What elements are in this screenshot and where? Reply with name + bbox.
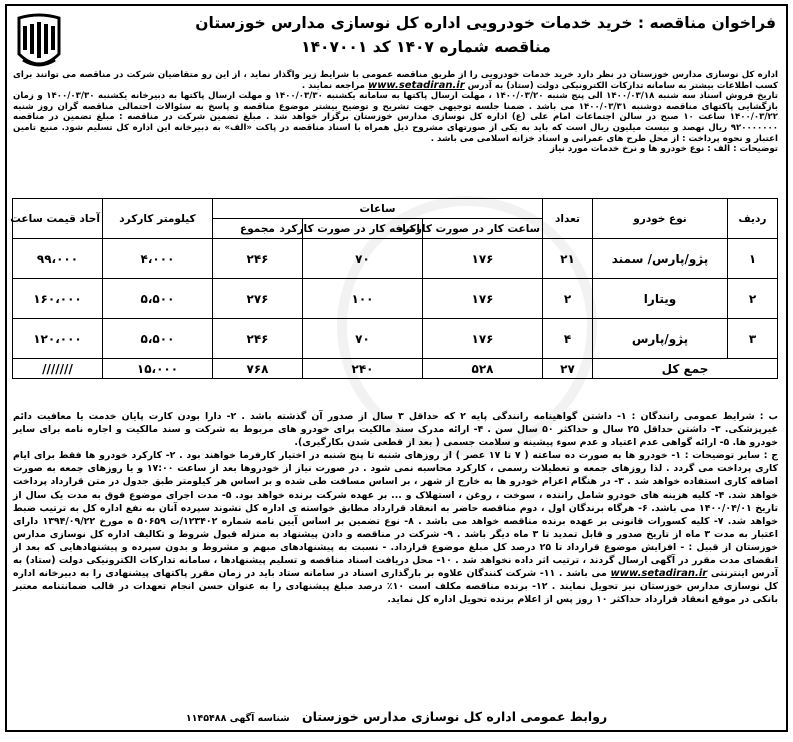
intro-text-a: اداره کل نوسازی مدارس خوزستان در نظر دارد خرید خدمات خودرویی را از طریق مناقصه عمومی با شرایط زیر واگذار نماید ، از این رو متقاضیان شرکت در مناقصه می توانند برای کسب اطلاعات بیشتر به سامانه تدارکات الکترونیکی دولت (ستاد) به آدرس — [13, 70, 778, 91]
cell-price: ۱۶۰،۰۰۰ — [12, 279, 102, 319]
header-hours-total: مجموع — [212, 219, 302, 239]
intro-text — [13, 70, 778, 155]
other-notes-a: ج : سایر توضیحات : ۱- خودرو ها به صورت ده ساعته ( ۷ تا ۱۷ عصر ) از روزهای شنبه تا پنج شنبه در اختیار کارفرما خواهند بود . ۲- کارکرد خودرو ها فقط برای ایام کاری پرداخت می گردد . لذا روزهای جمعه و تعطیلات رسمی ، کارکرد محاسبه نمی شود . در صورت نیاز از خودروها بعد از ساعت ۱۷:۰۰ و یا روزهای جمعه به صورت اضافه کاری استفاده خواهد شد . ۳- در هنگام اعزام خودرو ها به خارج از شهر ، بر اساس مسافت طی شده و بر اساس هر کیلومتر طبق جدول در متن قرارداد پرداخت خواهد شد. ۴- کلیه هزینه های خودرو شامل راننده ، سوخت ، روغن ، استهلاک و ... بر عهده شرکت برنده خواهد بود. ۵- مدت اجرای موضوع فوق به مدت یک سال از تاریخ ۱۴۰۰/۰۴/۰۱ می باشد. ۶- هرگاه برندگان اول ، دوم مناقصه حاضر به انعقاد قرارداد مطابق خواسته ی اداره کل نشوند سپرده آنان به نفع اداره کل به ترتیب ضبط خواهد شد. ۷- کلیه کسورات قانونی بر عهده برنده مناقصه خواهد می باشد . ۸- نوع تضمین بر اساس آیین نامه شماره ۱۲۳۴۰۲/ت ۵۰۶۵۹ ه مورخ ۱۳۹۴/۰۹/۲۲ دارای اعتبار به مدت ۳ ماه از تاریخ صدور و قابل تمدید تا ۳ ماه دیگر باشد . ۹- شرکت در مناقصه و دادن پیشنهاد به منزله قبول شروط و تکالیف اداره کل نوسازی مدارس خوزستان از قبیل : - افزایش موضوع قرارداد تا ۲۵ درصد کل مبلغ موضوع قرارداد. - نسبت به پیشنهادهای مبهم و مشروط و بدون سپرده و پیشنهادهایی که بعد از انقضای مدت مقرر در آگهی ارسال گردند ، ترتیب اثر داده نخواهد شد . ۱۰- محل دریافت اسناد مناقصه و تسلیم پیشنهادها ، سامانه تدارکات الکترونیکی دولت (ستاد) به آدرس اینترنتی — [13, 450, 778, 580]
cell-km: ۵،۵۰۰ — [102, 319, 212, 359]
header-vehicle-type: نوع خودرو — [593, 199, 728, 239]
table-row — [12, 319, 777, 359]
other-notes — [13, 449, 778, 606]
table-row — [12, 279, 777, 319]
header-count: تعداد — [543, 199, 593, 239]
header-row: ردیف — [728, 199, 778, 239]
cell-total: ۲۴۶ — [212, 239, 302, 279]
header-hours-extra: اضافه کار در صورت کارکرد — [303, 219, 423, 239]
cell-km: ۵،۵۰۰ — [102, 279, 212, 319]
vehicle-table — [12, 198, 778, 379]
cell-row: ۲ — [728, 279, 778, 319]
ad-id: شناسه آگهی ۱۱۴۵۴۸۸ — [185, 713, 290, 724]
cell-extra: ۱۰۰ — [303, 279, 423, 319]
driver-conditions: ب : شرایط عمومی رانندگان : ۱- داشتن گواهینامه رانندگی پایه ۲ که حداقل ۳ سال از صدور آن گذشته باشد . ۲- دارا بودن کارت پایان خدمت یا معافیت دائم غیرپزشکی. ۳- داشتن حداقل ۲۵ سال و حداکثر ۵۰ سال سن . ۴- ارائه مدرک سند مالکیت برای خودرو های مربوط به شرکت و سند مالکیت و اجاره نامه برای سایر خودرو ها. ۵- ارائه گواهی عدم اعتیاد و عدم سوء پیشینه و سلامت جسمی ( بعد از قطعی شدن بکارگیری). — [13, 411, 778, 449]
notice-title: فراخوان مناقصه : خرید خدمات خودرویی اداره کل نوسازی مدارس خوزستان — [195, 14, 776, 32]
cell-work: ۱۷۶ — [423, 319, 543, 359]
header — [76, 12, 776, 58]
cell-count: ۲ — [543, 279, 593, 319]
intro-paragraph-1 — [13, 70, 778, 91]
setadiran-link[interactable]: www.setadiran.ir — [367, 79, 465, 91]
tender-number: مناقصه شماره ۱۴۰۷ کد ۱۴۰۷۰۰۱ — [301, 38, 551, 56]
cell-row: ۳ — [728, 319, 778, 359]
conditions-text — [13, 410, 778, 606]
cell-type: پژو/پارس — [593, 319, 728, 359]
organization-logo-icon — [15, 14, 63, 72]
total-extra: ۲۴۰ — [303, 359, 423, 379]
cell-price: ۱۲۰،۰۰۰ — [12, 319, 102, 359]
header-price: آحاد قیمت ساعت — [12, 199, 102, 239]
cell-extra: ۷۰ — [303, 239, 423, 279]
cell-type: ویتارا — [593, 279, 728, 319]
intro-paragraph-2: تاریخ فروش اسناد سه شنبه ۱۴۰۰/۰۳/۱۸ الی پنج شنبه ۱۴۰۰/۰۳/۲۰ ، مهلت ارسال پاکتها به سامانه یکشنبه ۱۴۰۰/۰۳/۳۰ و مهلت ارسال پاکتها به دبیرخانه یکشنبه ۱۴۰۰/۰۳/۳۰ و زمان بازگشایی پاکتهای مناقصه دوشنبه ۱۴۰۰/۰۳/۳۱ می باشد . ضمنا جلسه توجیهی جهت تشریح و توضیح بیشتر موضوع مناقصه و پاسخ به سئوالات احتمالی مناقصه گران روز شنبه ۱۴۰۰/۰۳/۲۲ ساعت ۱۰ صبح در سالن اجتماعات امام علی (ع) اداره کل نوسازی مدارس خوزستان برگزار خواهد شد . مبلغ تضمین شرکت در مناقصه : مبلغ تضمین در مناقصه ۹۲۰۰۰۰۰۰۰ ریال نهصد و بیست میلیون ریال است که باید به یکی از صورتهای مشروح ذیل همراه با اسناد مناقصه در پاکت «الف» به دبیرخانه این اداره کل تسلیم شود. منبع تامین اعتبار و نحوه پرداخت : از محل طرح های عمرانی و اسناد خزانه اسلامی می باشد . — [13, 91, 778, 144]
total-total: ۷۶۸ — [212, 359, 302, 379]
cell-total: ۲۴۶ — [212, 319, 302, 359]
header-km: کیلومتر کارکرد — [102, 199, 212, 239]
header-hours-work: ساعت کار در صورت کارکرد — [423, 219, 543, 239]
cell-row: ۱ — [728, 239, 778, 279]
total-km: ۱۵،۰۰۰ — [102, 359, 212, 379]
cell-work: ۱۷۶ — [423, 279, 543, 319]
total-count: ۲۷ — [543, 359, 593, 379]
cell-count: ۲۱ — [543, 239, 593, 279]
total-price: /////// — [12, 359, 102, 379]
table-total-row — [12, 359, 777, 379]
total-label: جمع کل — [593, 359, 778, 379]
public-relations-signature: روابط عمومی اداره کل نوسازی مدارس خوزستان — [301, 709, 608, 724]
cell-count: ۴ — [543, 319, 593, 359]
cell-type: پژو/پارس/ سمند — [593, 239, 728, 279]
cell-km: ۴،۰۰۰ — [102, 239, 212, 279]
cell-extra: ۷۰ — [303, 319, 423, 359]
table-row — [12, 239, 777, 279]
intro-text-b: مراجعه نمایند . — [301, 80, 365, 91]
header-hours: ساعات — [212, 199, 542, 219]
cell-price: ۹۹،۰۰۰ — [12, 239, 102, 279]
tender-notice — [5, 4, 788, 732]
cell-work: ۱۷۶ — [423, 239, 543, 279]
footer — [7, 709, 786, 724]
setadiran-link-2[interactable]: www.setadiran.ir — [610, 568, 708, 580]
intro-paragraph-3: توضیحات : الف : نوع خودرو ها و نرخ خدمات مورد نیاز — [549, 144, 778, 155]
other-notes-b: می باشد . ۱۱- شرکت کنندگان علاوه بر بارگذاری اسناد در سامانه ستاد باید در زمان مقرر پاکتهای پیشنهادی را به دبیرخانه اداره کل نوسازی مدارس خوزستان نیز تحویل نمایند . ۱۲- برنده مناقصه مکلف است ۱۰٪ درصد مبلغ پیشنهادی را به عنوان حسن انجام تعهدات در قالب ضمانتنامه معتبر بانکی در موقع انعقاد قرارداد حداکثر ۱۰ روز پس از اعلام برنده تحویل اداره کل نماید. — [13, 568, 778, 606]
cell-total: ۲۷۶ — [212, 279, 302, 319]
total-work: ۵۲۸ — [423, 359, 543, 379]
